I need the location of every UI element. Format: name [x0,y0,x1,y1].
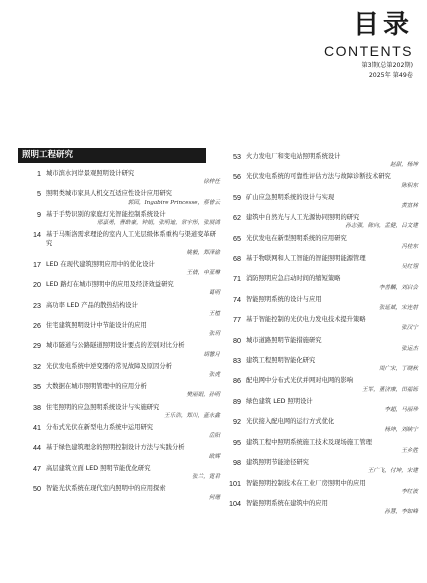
entry-title: LED 路灯在城市照明中的应用及经济效益研究 [46,281,174,289]
entry-author: 徐梓任 [203,179,220,186]
toc-entry[interactable] [28,169,220,186]
entry-author: 王乐浩，郑川，蓝永鑫 [164,412,220,419]
entry-title: 高功率 LED 产品的散热结构设计 [46,301,138,309]
toc-right-column [228,152,418,519]
entry-author: 黄富林 [401,203,418,210]
entry-author: 张运杰 [401,345,418,352]
entry-body [246,152,418,169]
toc-entry[interactable] [28,280,220,297]
entry-author: 郭园，Ingabire Princesse，蔡曾云 [127,199,220,206]
entry-title: 基于马斯洛需求理论的室内人工光层级体系重构与渠道变革研究 [46,231,217,248]
toc-entry[interactable] [28,341,220,358]
entry-page-number: 56 [233,172,241,182]
entry-body [46,169,220,186]
toc-entry[interactable] [28,230,220,257]
entry-title: 光伏发电系统的可靠性评估方法与故障诊断技术研究 [246,173,391,181]
entry-author: 冯桂东 [401,243,418,250]
entry-body [46,230,220,257]
entry-author: 王乡胜 [401,447,418,454]
entry-page-number: 68 [233,254,241,264]
entry-body [46,423,220,440]
entry-page-number: 32 [33,361,41,371]
entry-page-number: 101 [229,478,241,488]
entry-author: 姚毅，郑泽渝 [186,249,220,256]
toc-left-list [28,169,220,502]
entry-title: 高层建筑立面 LED 照明节能优化研究 [46,464,151,472]
entry-body [246,376,418,393]
entry-page-number: 1 [37,169,41,178]
toc-entry[interactable] [228,417,418,434]
entry-page-number: 38 [33,402,41,412]
entry-title: 建筑工程中照明系统施工技术及现场施工管理 [246,438,372,446]
toc-title-en: CONTENTS [324,43,413,59]
entry-page-number: 92 [233,417,241,427]
entry-page-number: 53 [233,152,241,161]
entry-title: 建筑照明节能途径研究 [246,459,309,467]
entry-author: 陈积东 [401,182,418,189]
toc-entry[interactable] [28,189,220,206]
entry-author: 王倩，申亚琳 [186,270,220,277]
entry-author: 吴红翎 [401,264,418,271]
entry-page-number: 59 [233,192,241,202]
entry-body [46,484,220,501]
entry-title: 城市道路照明节能措施研究 [246,336,322,344]
toc-entry[interactable] [28,260,220,277]
entry-title: 智能光伏系统在现代室内照明中的应用探索 [46,485,166,493]
entry-body [46,362,220,379]
entry-title: 大数据在城市照明管理中的应用分析 [46,383,147,391]
entry-title: 城市滨水河岸景观照明设计研究 [46,170,135,177]
toc-right-list [228,152,418,516]
toc-entry[interactable] [228,315,418,332]
entry-body [46,189,220,206]
entry-body [246,458,418,475]
entry-author: 张兰，霓君 [192,474,220,481]
entry-title: 建筑工程照明智能化研究 [246,357,316,365]
entry-page-number: 74 [233,294,241,304]
toc-entry[interactable] [228,213,418,230]
entry-author: 张玥 [208,331,220,338]
entry-title: 火力发电厂和变电站照明系统设计 [246,153,341,160]
toc-entry[interactable] [28,301,220,318]
toc-entry[interactable] [228,356,418,373]
entry-author: 李善麟，刘启会 [378,284,418,291]
entry-body [46,341,220,358]
entry-page-number: 89 [233,396,241,406]
entry-title: 基于物联网和人工智能的智能照明能源管理 [246,255,366,263]
entry-body [246,336,418,353]
issue-number: 第3期(总第202期) [361,62,413,69]
toc-entry[interactable] [228,438,418,455]
toc-entry[interactable] [228,479,418,496]
entry-body [46,280,220,297]
entry-page-number: 86 [233,376,241,386]
entry-page-number: 14 [33,230,41,240]
toc-entry[interactable] [28,464,220,481]
entry-author: 李红波 [401,488,418,495]
entry-page-number: 17 [33,259,41,269]
entry-title: 住宅建筑照明设计中节能设计的应用 [46,322,147,330]
entry-page-number: 5 [37,189,41,199]
entry-page-number: 9 [37,209,41,219]
entry-page-number: 71 [233,274,241,284]
entry-author: 赵甜，杨坤 [390,162,418,169]
entry-page-number: 26 [33,321,41,331]
entry-body [46,260,220,277]
entry-page-number: 41 [33,423,41,433]
toc-entry[interactable] [228,274,418,291]
entry-page-number: 98 [233,458,241,468]
toc-entry[interactable] [228,254,418,271]
entry-body [246,356,418,373]
entry-body [46,443,220,460]
toc-entry[interactable] [28,403,220,420]
entry-body [246,499,418,516]
entry-author: 胡馨月 [203,351,220,358]
entry-body [46,403,220,420]
entry-page-number: 47 [33,463,41,473]
entry-author: 王广飞，付坤，宋建 [367,468,418,475]
entry-title: 智能照明系统在建筑中的应用 [246,499,328,507]
entry-body [246,274,418,291]
toc-entry[interactable] [228,376,418,393]
entry-body [246,397,418,414]
entry-author: 葛明 [208,290,220,297]
entry-title: 照明类城市家具人机交互适应性设计应用研究 [46,190,172,198]
entry-author: 张虎 [208,372,220,379]
entry-body [246,479,418,496]
entry-body [246,172,418,189]
entry-body [46,464,220,481]
entry-author: 王军，董济康，田福铄 [362,386,418,393]
entry-title: 消防照明应急启动时间的缩短策略 [246,275,341,283]
toc-entry[interactable] [28,484,220,501]
entry-body [246,295,418,312]
toc-left-column [22,148,220,505]
toc-header [324,10,413,80]
entry-body [246,234,418,251]
toc-entry[interactable] [228,499,418,516]
entry-body [46,210,220,227]
entry-page-number: 50 [33,484,41,494]
entry-body [46,321,220,338]
toc-entry[interactable] [228,295,418,312]
entry-title: 智能照明控制技术在工业厂房照明中的应用 [246,479,366,487]
entry-title: 光伏接入配电网的运行方式优化 [246,418,335,426]
entry-title: 建筑中自然光与人工光源协同照明的研究 [246,214,360,222]
entry-title: LED 在现代建筑照明应用中的优化设计 [46,260,155,268]
entry-page-number: 80 [233,335,241,345]
entry-title: 基于智能控制的光伏电力发电技术提升策略 [246,316,366,324]
entry-title: 矿山应急照明系统的设计与实现 [246,193,335,201]
entry-author: 孙慧，李如峰 [384,509,418,516]
toc-entry[interactable] [228,397,418,414]
entry-page-number: 29 [33,341,41,351]
toc-entry[interactable] [228,336,418,353]
entry-author: 何珊 [208,494,220,501]
volume-year: 2025年 第49卷 [368,72,413,79]
toc-entry[interactable] [28,382,220,399]
toc-entry[interactable] [228,193,418,210]
entry-author: 欧辉 [208,453,220,460]
entry-author: 岳阳 [208,433,220,440]
toc-entry[interactable] [28,443,220,460]
entry-page-number: 83 [233,356,241,366]
entry-author: 王植 [208,310,220,317]
section-header: 照明工程研究 [18,148,206,163]
entry-page-number: 62 [233,213,241,223]
entry-body [246,193,418,210]
entry-author: 李超，马丽珍 [384,407,418,414]
entry-author: 杨坤，刘峡宁 [384,427,418,434]
entry-page-number: 65 [233,233,241,243]
entry-title: 智能照明系统的设计与应用 [246,295,322,303]
entry-body [246,213,418,230]
toc-entry[interactable] [228,234,418,251]
entry-title: 配电网中分布式光伏并网对电网的影响 [246,377,354,385]
entry-body [246,254,418,271]
entry-title: 住宅照明的应急照明系统设计与实施研究 [46,403,160,411]
entry-title: 光伏发电在新型照明系统的应用研究 [246,234,347,242]
entry-body [46,382,220,399]
toc-entry[interactable] [228,458,418,475]
entry-page-number: 23 [33,300,41,310]
entry-page-number: 95 [233,437,241,447]
entry-body [46,301,220,318]
entry-author: 张汉宁 [401,325,418,332]
entry-title: 绿色建筑 LED 照明设计 [246,397,313,405]
entry-title: 基于手势识别的家庭灯光智能控制系统设计 [46,210,166,218]
toc-entry[interactable] [28,321,220,338]
entry-title: 城市隧道与公路隧道照明设计要点的差别对比分析 [46,342,185,350]
toc-entry[interactable] [28,423,220,440]
toc-entry[interactable] [28,362,220,379]
toc-entry[interactable] [228,152,418,169]
entry-author: 樊丽娟，孙明 [186,392,220,399]
entry-body [246,315,418,332]
entry-title: 光伏发电系统中逆变器的常见故障及原因分析 [46,362,172,370]
toc-entry[interactable] [228,172,418,189]
entry-author: 邢嘉勇，曹皓豪，钟娟，张明迪，常宇彤，张展鸿 [96,220,220,227]
entry-author: 张延斌，宋连射 [378,305,418,312]
entry-author: 孙志强，陈向，孟健，吕文建 [345,223,418,230]
entry-title: 基于绿色建筑理念的照明控制设计方法与实践分析 [46,444,185,452]
entry-body [246,417,418,434]
entry-page-number: 35 [33,382,41,392]
entry-title: 分布式光伏在新型电力系统中运用研究 [46,424,154,432]
toc-title-zh: 目录 [352,10,413,40]
toc-entry[interactable] [28,210,220,227]
entry-page-number: 77 [233,315,241,325]
entry-page-number: 44 [33,443,41,453]
entry-page-number: 20 [33,280,41,290]
entry-author: 周广宋，丁晓秋 [378,366,418,373]
entry-page-number: 104 [229,498,241,508]
entry-body [246,438,418,455]
